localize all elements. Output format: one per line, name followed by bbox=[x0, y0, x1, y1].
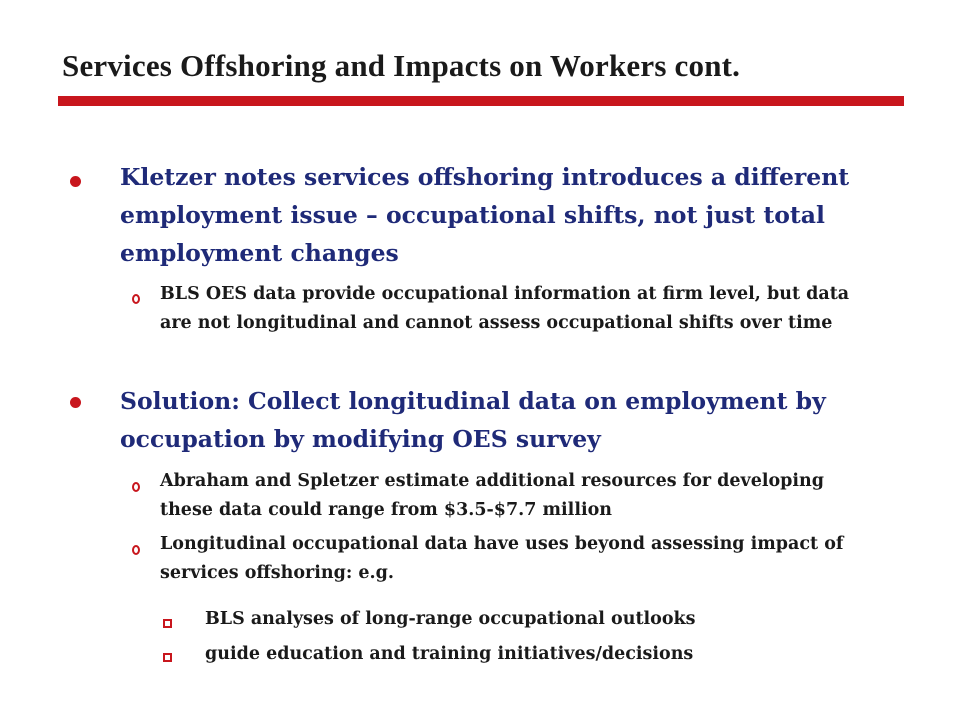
filled-circle-bullet-icon bbox=[70, 397, 81, 408]
bullet-level2-abraham-spletzer: Abraham and Spletzer estimate additional resources for developing these data could range from $3.5-$7.7 million bbox=[160, 471, 825, 520]
bullet-level1-solution: Solution: Collect longitudinal data on employment by occupation by modifying OES survey bbox=[120, 387, 826, 453]
hollow-circle-bullet-icon bbox=[132, 545, 140, 555]
bullet-level3-bls-outlooks: BLS analyses of long-range occupational outlooks bbox=[205, 609, 696, 629]
filled-circle-bullet-icon bbox=[70, 176, 81, 187]
hollow-square-bullet-icon bbox=[163, 619, 172, 628]
bullet-level1-kletzer: Kletzer notes services offshoring introduces a different employment issue – occupational shifts, not just total employment changes bbox=[120, 163, 850, 267]
hollow-circle-bullet-icon bbox=[132, 482, 140, 492]
hollow-circle-bullet-icon bbox=[132, 294, 140, 304]
hollow-square-bullet-icon bbox=[163, 653, 172, 662]
bullet-level2-longitudinal-uses: Longitudinal occupational data have uses beyond assessing impact of services offshoring: e.g. bbox=[160, 534, 844, 583]
bullet-level2-bls-oes: BLS OES data provide occupational information at firm level, but data are not longitudinal and cannot assess occupational shifts over time bbox=[160, 284, 850, 333]
title-underline-bar bbox=[58, 96, 904, 106]
slide-title: Services Offshoring and Impacts on Workers cont. bbox=[62, 48, 741, 83]
bullet-level3-education-training: guide education and training initiatives/decisions bbox=[205, 644, 694, 664]
